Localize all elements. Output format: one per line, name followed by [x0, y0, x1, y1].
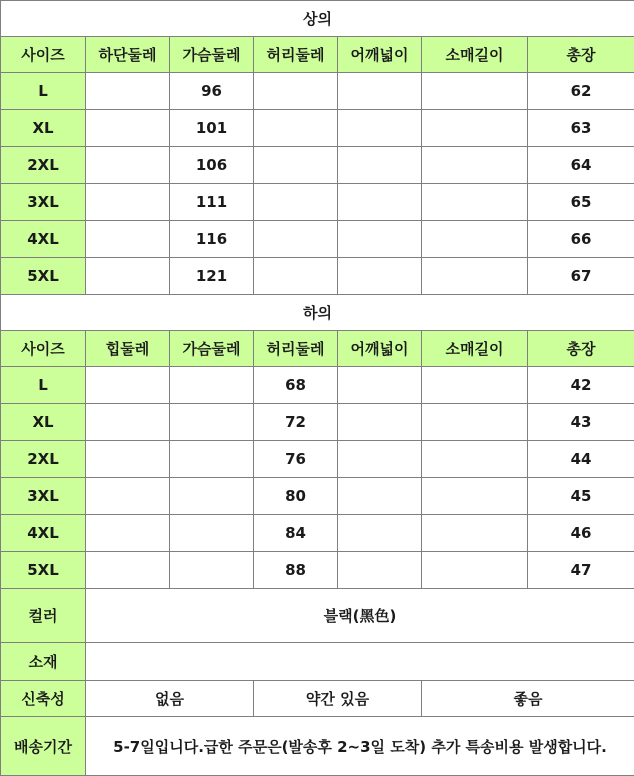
bottom-header-row: [1, 331, 634, 367]
top-measurement-cell: [254, 110, 338, 147]
bottom-size-row: [1, 478, 634, 515]
bottom-measurement-cell: [170, 367, 254, 404]
top-measurement-cell: 64: [528, 147, 634, 184]
top-measurement-cell: [86, 73, 170, 110]
top-header-row: [1, 37, 634, 73]
top-measurement-cell: [338, 110, 422, 147]
bottom-size-label: 5XL: [1, 552, 86, 589]
top-measurement-cell: 116: [170, 221, 254, 258]
top-measurement-cell: [422, 110, 528, 147]
bottom-size-label: L: [1, 367, 86, 404]
top-measurement-cell: [338, 73, 422, 110]
top-column-header: 소매길이: [422, 37, 528, 73]
top-size-label: 2XL: [1, 147, 86, 184]
top-measurement-cell: [254, 184, 338, 221]
bottom-measurement-cell: 44: [528, 441, 634, 478]
bottom-measurement-cell: 42: [528, 367, 634, 404]
bottom-measurement-cell: 72: [254, 404, 338, 441]
top-size-label: 4XL: [1, 221, 86, 258]
color-label: 컬러: [1, 589, 86, 643]
top-measurement-cell: [254, 258, 338, 295]
bottom-measurement-cell: [170, 552, 254, 589]
top-measurement-cell: [254, 147, 338, 184]
bottom-measurement-cell: [338, 404, 422, 441]
shipping-row: [1, 717, 634, 776]
bottom-measurement-cell: [422, 367, 528, 404]
bottom-measurement-cell: [86, 404, 170, 441]
top-measurement-cell: [254, 221, 338, 258]
top-measurement-cell: [338, 221, 422, 258]
bottom-measurement-cell: 46: [528, 515, 634, 552]
top-size-label: XL: [1, 110, 86, 147]
bottom-size-row: [1, 404, 634, 441]
bottom-measurement-cell: [86, 478, 170, 515]
top-measurement-cell: [86, 258, 170, 295]
material-label: 소재: [1, 643, 86, 681]
bottom-size-label: 2XL: [1, 441, 86, 478]
top-measurement-cell: [422, 221, 528, 258]
bottom-measurement-cell: 68: [254, 367, 338, 404]
bottom-measurement-cell: [170, 404, 254, 441]
top-column-header: 총장: [528, 37, 634, 73]
top-size-row: [1, 221, 634, 258]
bottom-section-title: 하의: [1, 295, 634, 331]
bottom-measurement-cell: [86, 515, 170, 552]
color-value: 블랙(黑色): [86, 589, 634, 643]
top-measurement-cell: [422, 147, 528, 184]
stretch-row: [1, 681, 634, 717]
top-measurement-cell: [338, 184, 422, 221]
bottom-measurement-cell: [86, 441, 170, 478]
top-measurement-cell: 63: [528, 110, 634, 147]
bottom-size-row: [1, 515, 634, 552]
bottom-column-header: 총장: [528, 331, 634, 367]
top-section-title-row: [1, 1, 634, 37]
bottom-measurement-cell: 84: [254, 515, 338, 552]
material-row: [1, 643, 634, 681]
shipping-value: 5-7일입니다.급한 주문은(발송후 2~3일 도착) 추가 특송비용 발생합니다.: [86, 717, 634, 776]
top-measurement-cell: [86, 147, 170, 184]
bottom-column-header: 사이즈: [1, 331, 86, 367]
bottom-measurement-cell: [170, 515, 254, 552]
bottom-measurement-cell: [422, 515, 528, 552]
top-column-header: 하단둘레: [86, 37, 170, 73]
bottom-measurement-cell: [422, 404, 528, 441]
top-measurement-cell: [254, 73, 338, 110]
top-measurement-cell: [86, 184, 170, 221]
bottom-measurement-cell: [338, 441, 422, 478]
top-size-label: L: [1, 73, 86, 110]
bottom-size-label: 3XL: [1, 478, 86, 515]
bottom-size-label: 4XL: [1, 515, 86, 552]
shipping-label: 배송기간: [1, 717, 86, 776]
top-column-header: 사이즈: [1, 37, 86, 73]
bottom-measurement-cell: 76: [254, 441, 338, 478]
bottom-column-header: 어깨넓이: [338, 331, 422, 367]
stretch-option-none: 없음: [86, 681, 254, 717]
bottom-measurement-cell: 43: [528, 404, 634, 441]
top-column-header: 가슴둘레: [170, 37, 254, 73]
bottom-column-header: 소매길이: [422, 331, 528, 367]
bottom-measurement-cell: [86, 367, 170, 404]
bottom-column-header: 가슴둘레: [170, 331, 254, 367]
top-size-row: [1, 73, 634, 110]
bottom-measurement-cell: 88: [254, 552, 338, 589]
bottom-measurement-cell: [422, 441, 528, 478]
bottom-measurement-cell: [338, 515, 422, 552]
bottom-section-title-row: [1, 295, 634, 331]
bottom-measurement-cell: [170, 441, 254, 478]
bottom-measurement-cell: [338, 367, 422, 404]
bottom-measurement-cell: [338, 478, 422, 515]
top-measurement-cell: 62: [528, 73, 634, 110]
stretch-option-good: 좋음: [422, 681, 634, 717]
top-measurement-cell: [422, 258, 528, 295]
bottom-column-header: 힙둘레: [86, 331, 170, 367]
top-measurement-cell: [86, 110, 170, 147]
top-column-header: 허리둘레: [254, 37, 338, 73]
top-measurement-cell: [86, 221, 170, 258]
top-measurement-cell: [422, 184, 528, 221]
top-measurement-cell: 96: [170, 73, 254, 110]
top-measurement-cell: 101: [170, 110, 254, 147]
top-measurement-cell: 67: [528, 258, 634, 295]
bottom-measurement-cell: [86, 552, 170, 589]
bottom-measurement-cell: [338, 552, 422, 589]
top-size-row: [1, 184, 634, 221]
top-measurement-cell: [338, 147, 422, 184]
color-row: [1, 589, 634, 643]
bottom-measurement-cell: [422, 478, 528, 515]
top-measurement-cell: [338, 258, 422, 295]
top-size-label: 5XL: [1, 258, 86, 295]
bottom-measurement-cell: 47: [528, 552, 634, 589]
top-measurement-cell: 106: [170, 147, 254, 184]
material-value: [86, 643, 634, 681]
bottom-size-row: [1, 552, 634, 589]
bottom-size-label: XL: [1, 404, 86, 441]
bottom-measurement-cell: [170, 478, 254, 515]
stretch-option-some: 약간 있음: [254, 681, 422, 717]
top-size-row: [1, 110, 634, 147]
bottom-measurement-cell: 45: [528, 478, 634, 515]
top-section-title: 상의: [1, 1, 634, 37]
top-measurement-cell: 66: [528, 221, 634, 258]
top-size-label: 3XL: [1, 184, 86, 221]
top-size-row: [1, 147, 634, 184]
top-column-header: 어깨넓이: [338, 37, 422, 73]
stretch-label: 신축성: [1, 681, 86, 717]
bottom-measurement-cell: [422, 552, 528, 589]
top-measurement-cell: 121: [170, 258, 254, 295]
bottom-size-row: [1, 367, 634, 404]
top-measurement-cell: [422, 73, 528, 110]
bottom-column-header: 허리둘레: [254, 331, 338, 367]
top-measurement-cell: 65: [528, 184, 634, 221]
bottom-size-row: [1, 441, 634, 478]
top-measurement-cell: 111: [170, 184, 254, 221]
top-size-row: [1, 258, 634, 295]
bottom-measurement-cell: 80: [254, 478, 338, 515]
